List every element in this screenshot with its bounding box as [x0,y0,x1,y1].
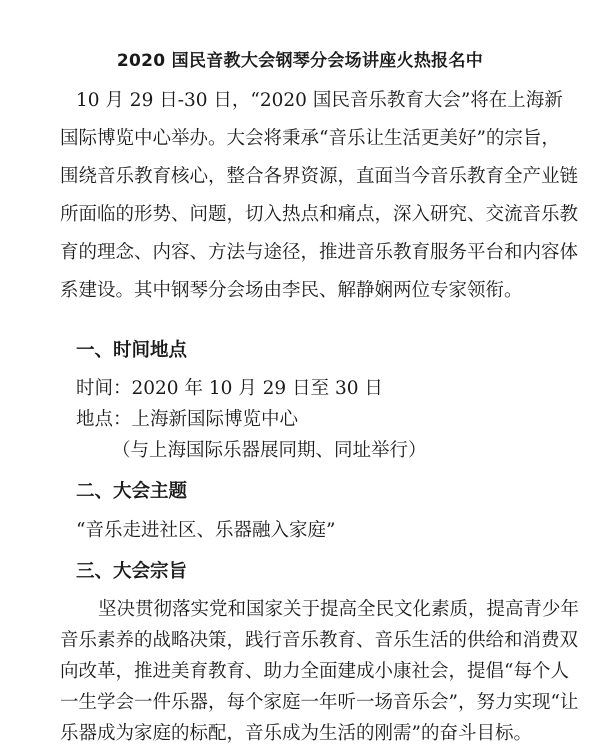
section-heading-theme: 二、大会主题 [76,481,188,502]
event-place: 地点：上海新国际博览中心 [76,409,299,430]
conference-theme: “音乐走进社区、乐器融入家庭” [76,520,336,541]
purpose-line: 音乐素养的战略决策，践行音乐教育、音乐生活的供给和消费双 [60,630,579,651]
document-title: 2020 国民音教大会钢琴分会场讲座火热报名中 [116,51,484,71]
intro-line: 所面临的形势、问题，切入热点和痛点，深入研究、交流音乐教 [60,204,579,225]
purpose-line: 乐器成为家庭的标配，音乐成为生活的刚需”的奋斗目标。 [60,723,532,744]
event-place-note: （与上海国际乐器展同期、同址举行） [112,440,427,461]
section-heading-time-place: 一、时间地点 [76,340,188,361]
purpose-paragraph [60,594,580,749]
section-heading-purpose: 三、大会宗旨 [76,561,188,582]
intro-paragraph [60,82,580,310]
intro-line: 10 月 29 日-30 日，“2020 国民音乐教育大会”将在上海新 [76,90,563,111]
intro-line: 国际博览中心举办。大会将秉承“音乐让生活更美好”的宗旨， [60,128,560,149]
purpose-line: 向改革，推进美育教育、助力全面建成小康社会，提倡“每个人 [60,661,569,682]
purpose-line: 一生学会一件乐器，每个家庭一年听一场音乐会”，努力实现“让 [60,692,579,713]
purpose-line: 坚决贯彻落实党和国家关于提高全民文化素质，提高青少年 [98,599,580,620]
intro-line: 围绕音乐教育核心，整合各界资源，直面当今音乐教育全产业链 [60,166,579,187]
intro-line: 系建设。其中钢琴分会场由李民、解静娴两位专家领衔。 [60,280,523,301]
intro-line: 育的理念、内容、方法与途径，推进音乐教育服务平台和内容体 [60,242,579,263]
event-time: 时间：2020 年 10 月 29 日至 30 日 [76,378,383,399]
